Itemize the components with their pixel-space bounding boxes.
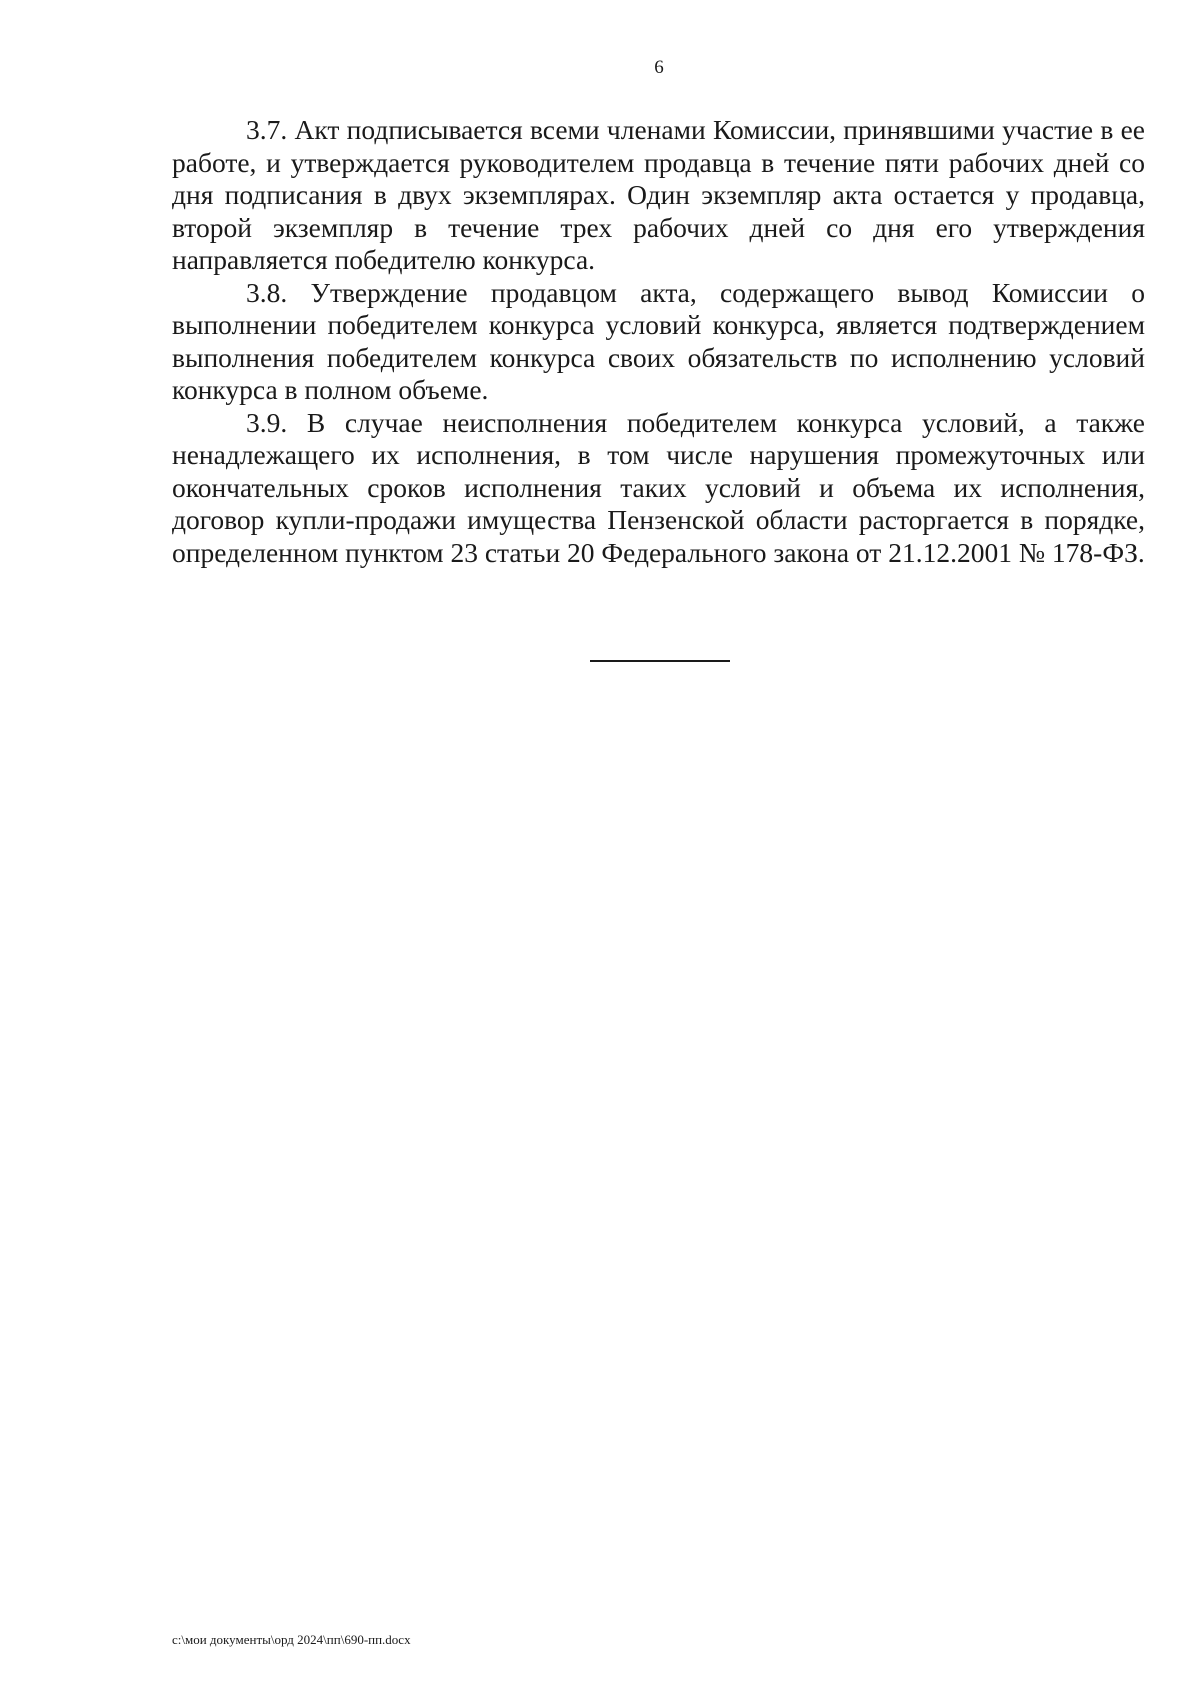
document-body (172, 114, 1145, 569)
paragraph-3-8: 3.8. Утверждение продавцом акта, содержащего вывод Комиссии о выполнении победителем конкурса условий конкурса, является подтверждением выполнения победителем конкурса своих обязательств по исполнению условий конкурса в полном объеме. (172, 276, 1145, 405)
page-number: 6 (654, 57, 664, 78)
end-of-text-rule (590, 660, 730, 662)
footer-file-path: c:\мои документы\орд 2024\пп\690-пп.docx (172, 1632, 411, 1647)
paragraph-3-7: 3.7. Акт подписывается всеми членами Комиссии, принявшими участие в ее работе, и утверждается руководителем продавца в течение пяти рабочих дней со дня подписания в двух экземплярах. Один экземпляр акта остается у продавца, второй экземпляр в течение трех рабочих дней со дня его утверждения направляется победителю конкурса. (172, 114, 1145, 275)
paragraph-3-9: 3.9. В случае неисполнения победителем конкурса условий, а также ненадлежащего их исполнения, в том числе нарушения промежуточных или окончательных сроков исполнения таких условий и объема их исполнения, договор купли-продажи имущества Пензенской области расторгается в порядке, определенном пунктом 23 статьи 20 Федерального закона от 21.12.2001 № 178-ФЗ. (172, 406, 1145, 568)
